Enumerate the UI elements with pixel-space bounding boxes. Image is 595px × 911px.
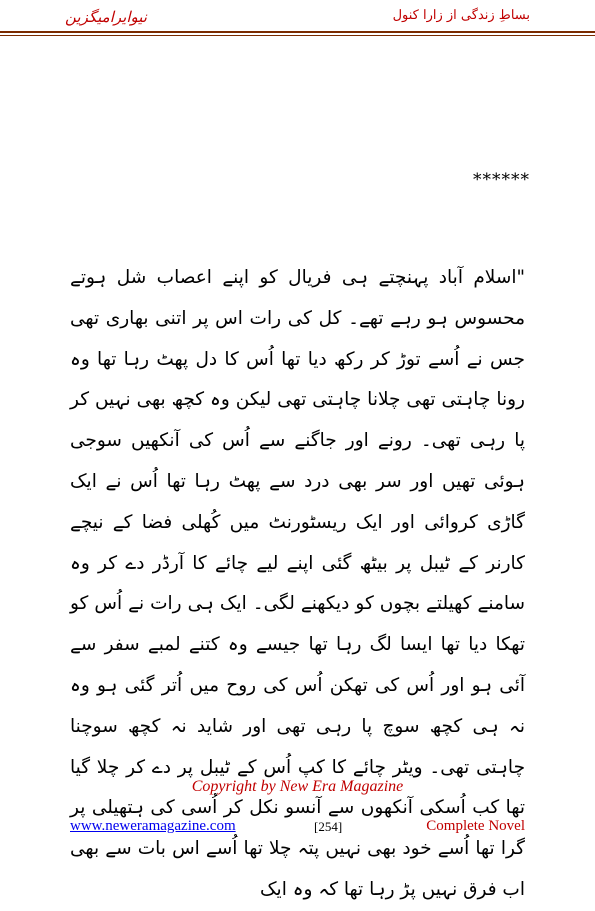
page-number: [254] xyxy=(314,819,343,834)
website-link[interactable]: www.neweramagazine.com xyxy=(70,818,236,834)
section-break-marker: ****** xyxy=(473,170,530,190)
header-rule-thin xyxy=(0,35,595,36)
page-footer xyxy=(0,818,595,838)
copyright-notice: Copyright by New Era Magazine xyxy=(191,778,404,795)
novel-title: بساطِ زندگی از زارا کنول xyxy=(392,8,530,23)
story-paragraph: "اسلام آباد پہنچتے ہی فریال کو اپنے اعصاب شل ہوتے محسوس ہو رہے تھے۔ کل کی رات اس پر اتنی بھاری تھی جس نے اُسے توڑ کر رکھ دیا تھا اُس کا دل پھٹ رہا تھا وہ رونا چاہتی تھی چلانا چاہتی تھی لیکن وہ کچھ بھی نہیں کر پا رہی تھی۔ رونے اور جاگنے سے اُس کی آنکھیں سوجی ہوئی تھیں اور سر بھی درد سے پھٹ رہا تھا اُس نے ایک گاڑی کروائی اور ایک ریسٹورنٹ میں کُھلی فضا کے نیچے کارنر کے ٹیبل پر بیٹھ گئی اپنے لیے چائے کا آرڈر دے کر وہ سامنے کھیلتے بچوں کو دیکھنے لگی۔ ایک ہی رات نے اُس کو تھکا دیا تھا ایسا لگ رہا تھا جیسے وہ کتنے لمبے سفر سے آئی ہو اور اُس کی تھکن اُس کی روح میں اُتر گئی ہو وہ نہ ہی کچھ سوچ پا رہی تھی اور شاید نہ کچھ سوچنا چاہتی تھی۔ ویٹر چائے کا کپ اُس کے ٹیبل پر دے کر چلا گیا تھا کب اُسکی آنکھوں سے آنسو نکل کر اُسی کی ہتھیلی پر گرا تھا اُسے خود بھی نہیں پتہ چلا تھا اُسے اس بات سے بھی اب فرق نہیں پڑ رہا تھا کہ وہ ایک xyxy=(70,267,525,900)
header-rule-thick xyxy=(0,31,595,33)
footer-label: Complete Novel xyxy=(426,818,525,834)
magazine-title: نیوایرامیگزین xyxy=(65,8,147,26)
